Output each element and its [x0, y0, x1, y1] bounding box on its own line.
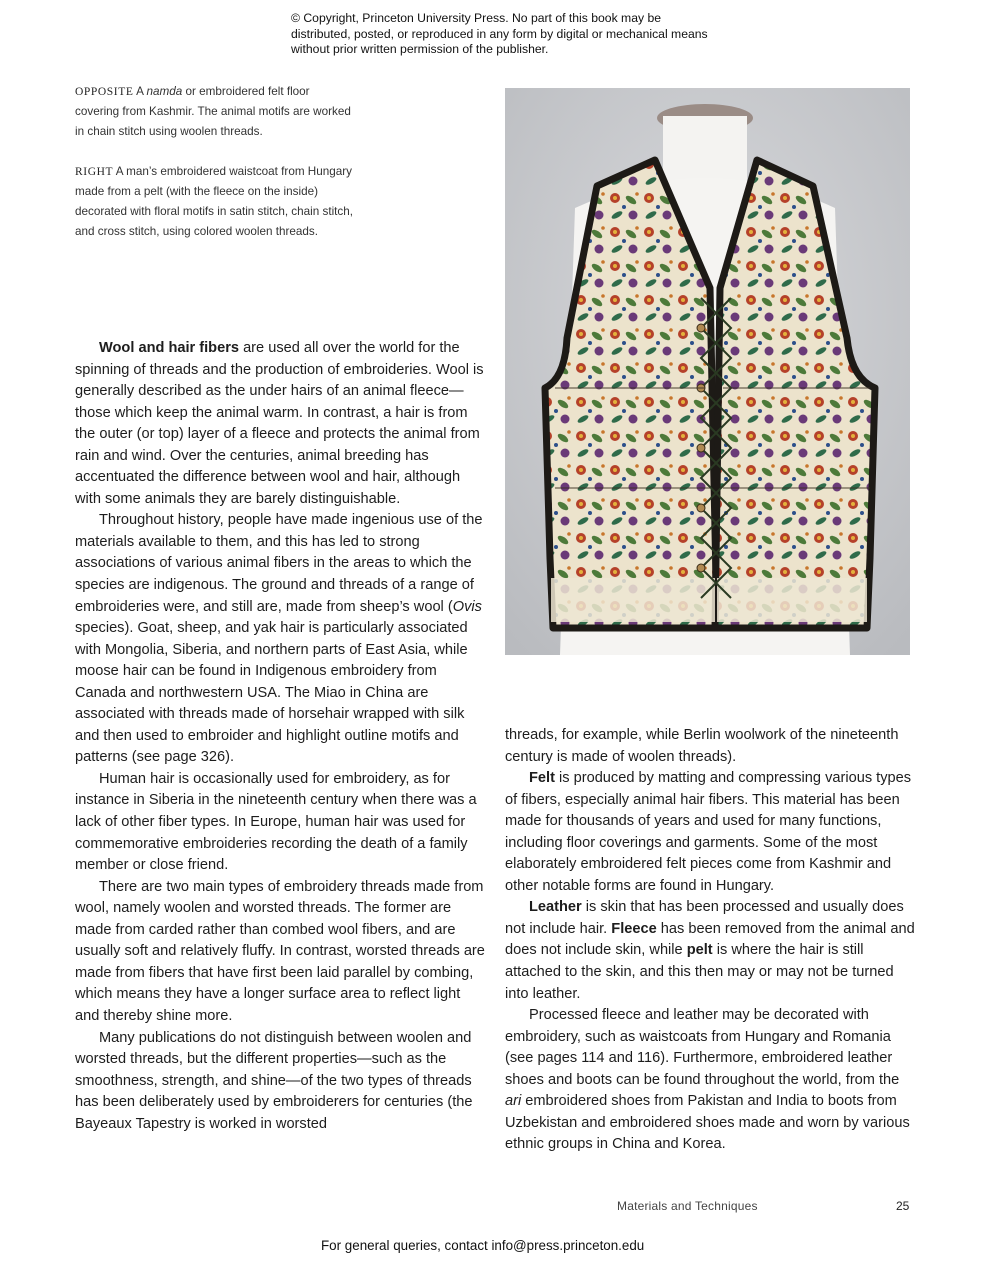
caption-right: RIGHT A man’s embroidered waistcoat from Hungary made from a pelt (with the fleece on the inside) decorated with floral motifs in satin stitch, chain stitch, and cross stitch, using colored woolen threads.: [75, 165, 354, 238]
term-ovis: Ovis: [452, 598, 482, 615]
contact-notice: For general queries, contact info@press.princeton.edu: [321, 1238, 645, 1253]
running-footer-section: Materials and Techniques: [617, 1199, 758, 1213]
paragraph-continuation: threads, for example, while Berlin woolwork of the nineteenth century is made of woolen threads).: [505, 727, 899, 765]
caption-italic-term: namda: [146, 85, 183, 98]
paragraph-human-hair: Human hair is occasionally used for embroidery, as for instance in Siberia in the nineteenth century when there was a lack of other fiber types. In Europe, human hair was used for commemorative embroideries recording the death of a family member or close friend.: [75, 770, 477, 874]
waistcoat-illustration: [505, 88, 910, 655]
waistcoat-photo: [505, 88, 910, 655]
paragraph-felt: Felt is produced by matting and compressing various types of fibers, especially animal hair fibers. This material has been made for thousands of years and used for many functions, including floor coverings and garments. Some of the most elaborately embroidered felt pieces come from Kashmir and other notable forms are found in Hungary.: [505, 770, 912, 894]
body-column-right: [505, 725, 915, 1156]
paragraph-history: Throughout history, people have made ingenious use of the materials available to them, and this has led to strong associations of various animal fibers in the areas to which the species are indigenous. The ground and threads of a range of embroideries were, and still are, made from sheep’s wool (Ovis species). Goat, sheep, and yak hair is particularly associated with Mongolia, Siberia, and northern parts of East Asia, while moose hair can be found in Indigenous embroidery from Canada and northwestern USA. The Miao in China are associated with threads made of horsehair wrapped with silk and then used to embroider and highlight outline motifs and patterns (see page 326).: [75, 512, 483, 766]
caption-lead-opposite: OPPOSITE: [75, 86, 134, 98]
body-column-left: [75, 338, 485, 1135]
paragraph-thread-types: There are two main types of embroidery threads made from wool, namely woolen and worsted threads. The former are made from carded rather than combed wool fibers, and are usually soft and relatively fluffy. In contrast, worsted threads are made from fibers that have first been laid parallel by combing, which means they have a longer surface area to reflect light and thereby shine more.: [75, 878, 485, 1024]
term-felt: Felt: [529, 770, 555, 787]
paragraph-processed-fleece: Processed fleece and leather may be decorated with embroidery, such as waistcoats from Hungary and Romania (see pages 114 and 116). Furthermore, embroidered leather shoes and boots can be found throughout the world, from the ari embroidered shoes from Pakistan and India to boots from Uzbekistan and embroidered shoes made and worn by various ethnic groups in China and Korea.: [505, 1007, 910, 1153]
paragraph-publications: Many publications do not distinguish between woolen and worsted threads, but the different properties—such as the smoothness, strength, and shine—of the two types of threads has been deliberately used by embroiderers for centuries (the Bayeaux Tapestry is worked in worsted: [75, 1029, 473, 1132]
term-fleece: Fleece: [611, 920, 657, 937]
copyright-notice: © Copyright, Princeton University Press. No part of this book may be distributed, posted, or reproduced in any form by digital or mechanical means without prior written permission of the publisher.: [291, 11, 708, 57]
caption-opposite: OPPOSITE A namda or embroidered felt floor covering from Kashmir. The animal motifs are worked in chain stitch using woolen threads.: [75, 85, 351, 138]
figure-captions: [75, 82, 355, 262]
term-wool-hair: Wool and hair fibers: [99, 340, 240, 356]
term-pelt: pelt: [686, 942, 713, 959]
term-ari: ari: [505, 1093, 522, 1110]
page-number: 25: [896, 1199, 910, 1213]
paragraph-wool-hair: Wool and hair fibers are used all over the world for the spinning of threads and the production of embroideries. Wool is generally described as the under hairs of an animal fleece—those which keep the animal warm. In contrast, a hair is from the outer (or top) layer of a fleece and protects the animal from rain and wind. Over the centuries, animal breeding has accentuated the difference between wool and hair, although with some animals they are barely distinguishable.: [75, 340, 484, 507]
caption-lead-right: RIGHT: [75, 166, 114, 178]
term-leather: Leather: [529, 899, 582, 916]
paragraph-leather: Leather is skin that has been processed and usually does not include hair. Fleece has been removed from the animal and does not include skin, while pelt is where the hair is still attached to the skin, and this then may or may not be turned into leather.: [505, 899, 915, 1002]
